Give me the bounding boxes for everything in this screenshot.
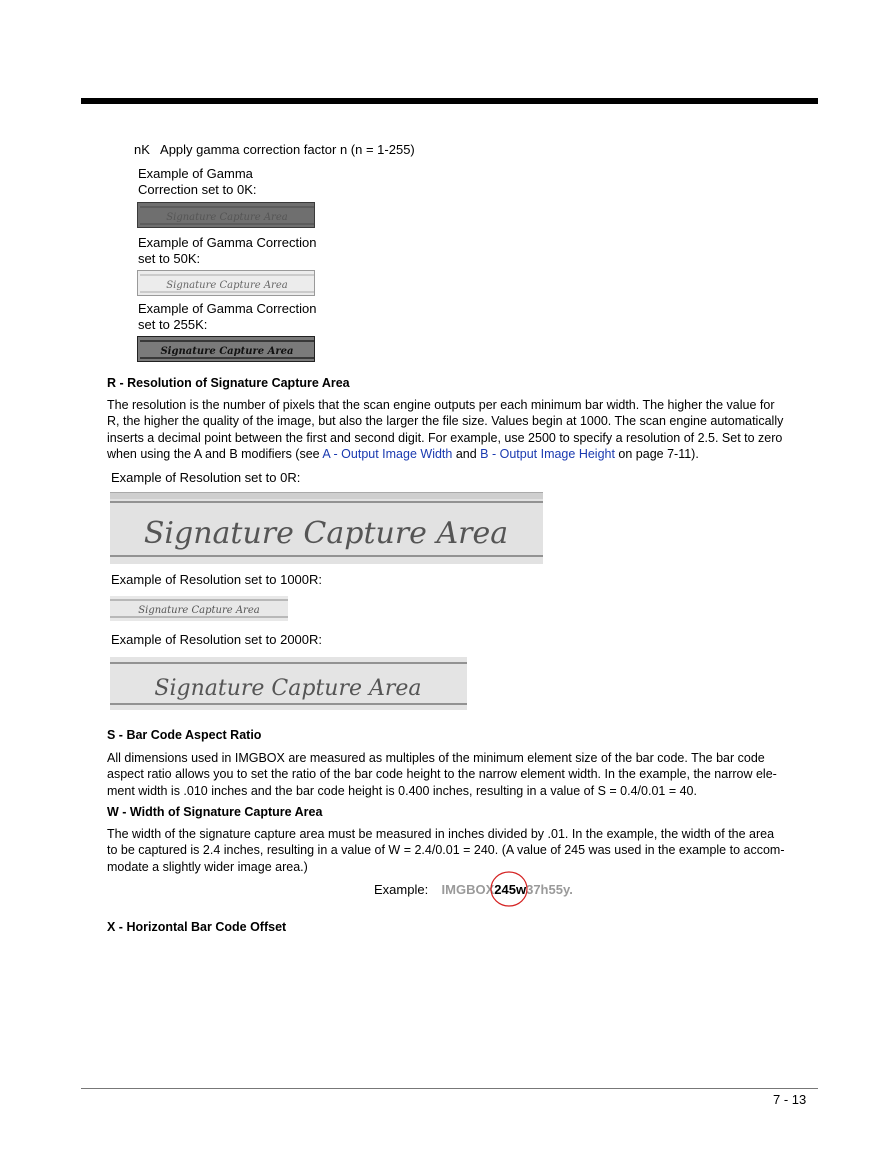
width-example-pre: IMGBOX [441,882,495,897]
gamma-50k-image-text: Signature Capture Area [166,280,288,291]
resolution-0r-image-text: Signature Capture Area [143,516,509,551]
gamma-example-2-label: Example of Gamma Correction set to 255K: [138,301,317,332]
gamma-description: nK Apply gamma correction factor n (n = 1-255) [134,142,415,157]
offset-heading: X - Horizontal Bar Code Offset [107,920,287,934]
gamma-example-1-label: Example of Gamma Correction set to 50K: [138,235,317,266]
width-heading: W - Width of Signature Capture Area [107,805,323,819]
resolution-0r-image [110,492,543,564]
aspect-heading: S - Bar Code Aspect Ratio [107,728,262,742]
width-example-highlight: 245w [494,882,527,897]
highlight-circle [490,870,528,908]
link-output-image-width[interactable]: A - Output Image Width [322,446,453,461]
width-example [374,881,573,899]
width-example-prefix: Example: [374,882,429,897]
link-output-image-height[interactable]: B - Output Image Height [480,446,615,461]
width-example-post: 37h55y. [526,882,573,897]
resolution-2000r-image [110,657,467,710]
resolution-example-1-label: Example of Resolution set to 1000R: [111,572,323,587]
resolution-1000r-image-text: Signature Capture Area [138,605,260,616]
gamma-50k-image [137,270,315,296]
gamma-example-0-label: Example of Gamma Correction set to 0K: [138,166,257,197]
width-paragraph: The width of the signature capture area must be measured in inches divided by .01. In the example, the width of the area to be captured is 2.4 inches, resulting in a value of W = 2.4/0.01 = 240. (A value of 245 was used in the example to accom- modate a slightly wider image area.) [107,827,785,874]
footer-rule [81,1088,818,1089]
aspect-paragraph: All dimensions used in IMGBOX are measured as multiples of the minimum element size of the bar code. The bar code aspect ratio allows you to set the ratio of the bar code height to the narrow element width. In the example, the narrow ele- ment width is .010 inches and the bar code height is 0.400 inches, resulting in a value of S = 0.4/0.01 = 40. [107,751,777,798]
gamma-0k-image-text: Signature Capture Area [166,212,288,223]
resolution-example-0-label: Example of Resolution set to 0R: [111,470,301,485]
gamma-255k-image-text: Signature Capture Area [160,346,294,357]
page-number: 7 - 13 [773,1092,807,1107]
resolution-example-2-label: Example of Resolution set to 2000R: [111,632,323,647]
resolution-2000r-image-text: Signature Capture Area [154,676,422,701]
resolution-1000r-image [110,596,288,621]
resolution-paragraph: The resolution is the number of pixels that the scan engine outputs per each minimum bar width. The higher the value for R, the higher the quality of the image, but also the larger the file size. Values begin at 1000. The scan engine automatically inserts a decimal point between the first and second digit. For example, use 2500 to specify a resolution of 2.5. Set to zero when using the A and B modifiers (see A - Output Image Width and B - Output Image Height on page 7-11). [107,398,784,461]
header-rule [81,98,818,104]
resolution-heading: R - Resolution of Signature Capture Area [107,376,350,390]
gamma-0k-image [137,202,315,228]
gamma-255k-image [137,336,315,362]
gamma-code: nK [134,142,150,157]
